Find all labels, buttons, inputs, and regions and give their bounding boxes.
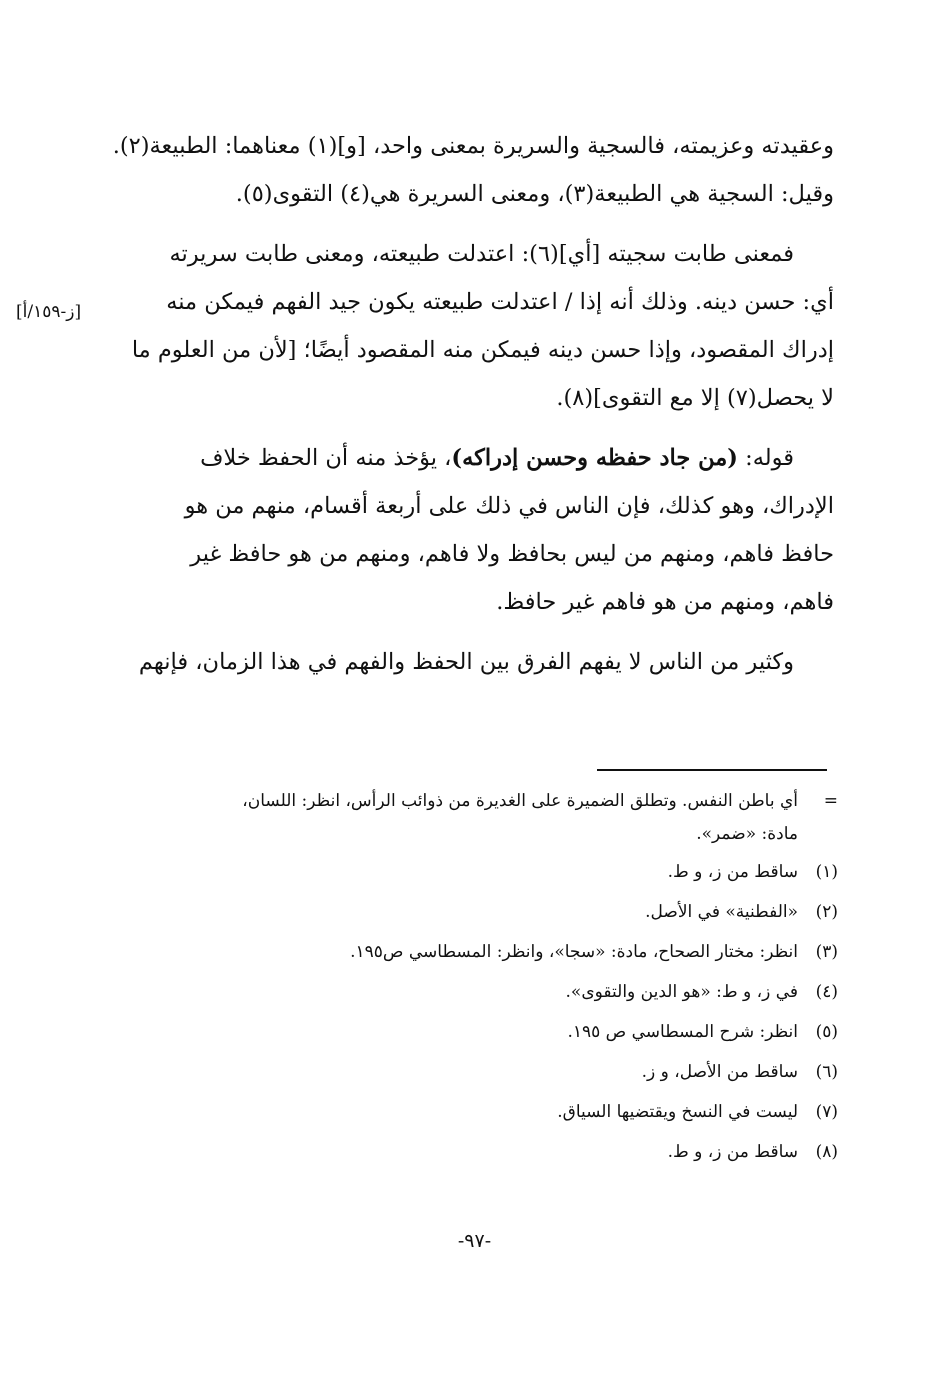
text-line: فاهم، ومنهم من هو فاهم غير حافظ.: [496, 589, 834, 615]
text-line: [128, 434, 834, 482]
footnote-continuation: [118, 786, 838, 816]
lead-word: قوله:: [737, 445, 794, 471]
footnote-number: (٧): [815, 1102, 838, 1122]
paragraph-4: [128, 638, 834, 686]
footnote-item: [118, 852, 838, 892]
text-line: وقيل: السجية هي الطبيعة(٣)، ومعنى السريرة هي(٤) التقوى(٥).: [235, 181, 834, 207]
footnote-number: (٢): [815, 902, 838, 922]
text-line: لا يحصل(٧) إلا مع التقوى](٨).: [556, 385, 834, 411]
footnote-number: (٣): [815, 942, 838, 962]
paragraph-2: [128, 230, 834, 422]
footnote-text: «الفطنية» في الأصل.: [645, 902, 798, 922]
footnote-text: انظر: شرح المسطاسي ص ١٩٥.: [567, 1022, 798, 1042]
footnote-number: (٨): [815, 1142, 838, 1162]
footnote-item: [118, 972, 838, 1012]
footnote-number: (٤): [815, 982, 838, 1002]
text-line: فمعنى طابت سجيته [أي](٦): اعتدلت طبيعته، ومعنى طابت سريرته: [169, 241, 794, 267]
main-text: [112, 122, 834, 686]
quoted-phrase: (من جاد حفظه وحسن إدراكه): [451, 445, 738, 471]
footnote-item: [118, 1132, 838, 1172]
footnote-item: [118, 1012, 838, 1052]
text-line: إدراك المقصود، وإذا حسن دينه فيمكن منه المقصود أيضًا؛ [لأن من العلوم ما: [131, 337, 834, 363]
page-number: -٩٧-: [457, 1230, 492, 1252]
paragraph-1: [112, 122, 834, 218]
lead-rest: ، يؤخذ منه أن الحفظ خلاف: [200, 445, 452, 471]
footnote-text: ساقط من ز، و ط.: [667, 862, 798, 882]
footnote-number: (١): [815, 862, 838, 882]
footnote-text: ليست في النسخ ويقتضيها السياق.: [557, 1102, 798, 1122]
manuscript-folio-marker: [ز-١٥٩/أ]: [16, 302, 82, 322]
footnote-item: [118, 1092, 838, 1132]
footnote-text: انظر: مختار الصحاح، مادة: «سجا»، وانظر: المسطاسي ص١٩٥.: [350, 942, 798, 962]
footnote-text: ساقط من ز، و ط.: [667, 1142, 798, 1162]
text-line: أي: حسن دينه. وذلك أنه إذا / اعتدلت طبيعته يكون جيد الفهم فيمكن منه: [166, 289, 834, 315]
text-line: الإدراك، وهو كذلك، فإن الناس في ذلك على أربعة أقسام، منهم من هو: [184, 493, 834, 519]
footnotes: [118, 786, 838, 1172]
footnote-text: أي باطن النفس. وتطلق الضميرة على الغديرة من ذوائب الرأس، انظر: اللسان،: [242, 791, 798, 811]
footnote-item: [118, 892, 838, 932]
footnote-text: ساقط من الأصل، و ز.: [641, 1062, 798, 1082]
footnote-continuation: مادة: «ضمر».: [696, 824, 798, 844]
continuation-marker: =: [823, 791, 838, 811]
footnote-item: [118, 1052, 838, 1092]
footnote-divider: [597, 769, 827, 771]
text-line: وكثير من الناس لا يفهم الفرق بين الحفظ والفهم في هذا الزمان، فإنهم: [138, 649, 794, 675]
text-line: حافظ فاهم، ومنهم من ليس بحافظ ولا فاهم، ومنهم من هو حافظ غير: [190, 541, 834, 567]
footnote-number: (٦): [815, 1062, 838, 1082]
footnote-text: في ز، و ط: «هو الدين والتقوى».: [565, 982, 798, 1002]
footnote-number: (٥): [815, 1022, 838, 1042]
paragraph-3: [128, 434, 834, 626]
footnote-item: [118, 932, 838, 972]
text-line: وعقيدته وعزيمته، فالسجية والسريرة بمعنى واحد، [و](١) معناهما: الطبيعة(٢).: [112, 133, 834, 159]
